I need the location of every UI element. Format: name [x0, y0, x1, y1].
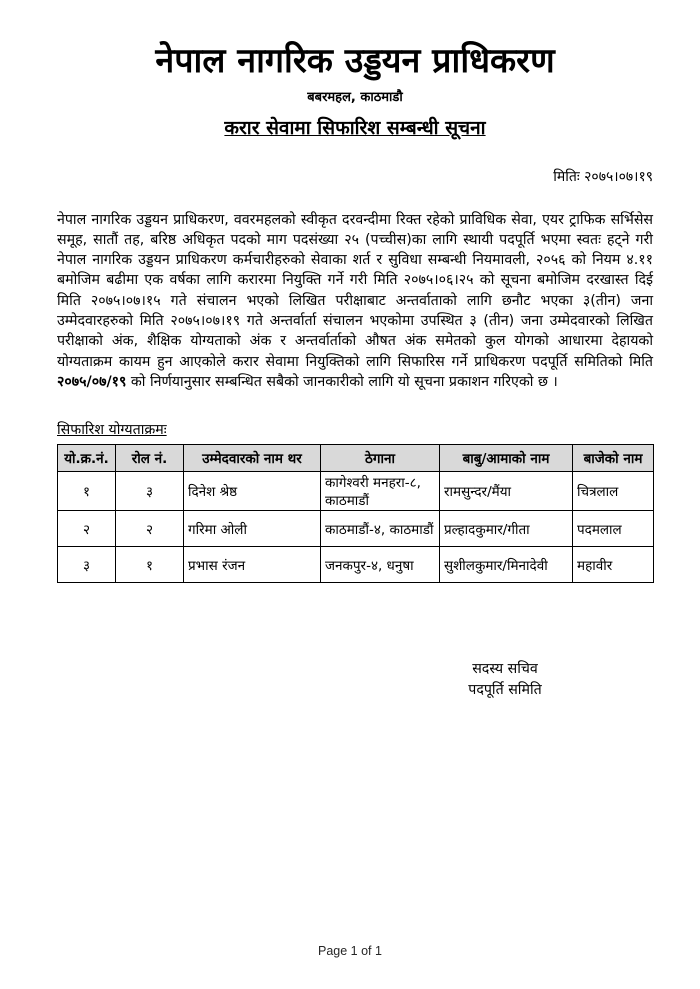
- notice-paragraph: [57, 210, 653, 393]
- cell-roll-no: २: [116, 511, 184, 547]
- recommendation-table: [57, 444, 654, 583]
- org-title: नेपाल नागरिक उड्डयन प्राधिकरण: [155, 41, 555, 81]
- cell-parents-name: प्रल्हादकुमार/गीता: [440, 511, 573, 547]
- date-line: मितिः २०७५।०७।१९: [553, 168, 653, 185]
- cell-grandfather-name: चित्रलाल: [573, 472, 654, 511]
- cell-roll-no: १: [116, 547, 184, 583]
- cell-grandfather-name: महावीर: [573, 547, 654, 583]
- cell-candidate-name: प्रभास रंजन: [184, 547, 321, 583]
- paragraph-text-start: नेपाल नागरिक उड्डयन प्राधिकरण, ववरमहलको स्वीकृत दरवन्दीमा रिक्त रहेको प्राविधिक सेवा, एयर ट्राफिक सर्भिसेस समूह, सातौं तह, बरिष्ठ अधिकृत पदको माग पदसंख्या २५ (पच्चीस)का लागि स्थायी पदपूर्ति भएमा स्वतः हट्ने गरी नेपाल नागरिक उड्डयन प्राधिकरण कर्मचारीहरुको सेवाका शर्त र सुविधा सम्बन्धी नियमावली, २०५६ को नियम ४.११ बमोजिम बढीमा एक वर्षका लागि करारमा नियुक्ति गर्ने गरी मिति २०७५।०६।२५ को सूचना बमोजिम दरखास्त दिई मिति २०७५।०७।१५ गते संचालन भएको लिखित परीक्षाबाट अन्तर्वाताको लागि छनौट भएका ३(तीन) जना उम्मेदवारहरुको मिति २०७५।०७।१९ गते अन्तर्वार्ता संचालन भएकोमा उपस्थित ३ (तीन) जना उम्मेदवारको लिखित परीक्षाको अंक, शैक्षिक योग्यताको अंक र अन्तर्वार्ताको औषत अंक समेतको कुल योगको आधारमा देहायको योग्यताक्रम कायम हुन आएकोले करार सेवामा नियुक्तिको लागि सिफारिस गर्ने प्राधिकरण पदपूर्ति समितिको मिति: [57, 211, 653, 370]
- cell-parents-name: रामसुन्दर/मैंया: [440, 472, 573, 511]
- cell-merit-no: ३: [58, 547, 116, 583]
- column-header-parents-name: बाबु/आमाको नाम: [440, 445, 573, 472]
- cell-candidate-name: गरिमा ओली: [184, 511, 321, 547]
- column-header-roll-no: रोल नं.: [116, 445, 184, 472]
- cell-candidate-name: दिनेश श्रेष्ठ: [184, 472, 321, 511]
- cell-merit-no: २: [58, 511, 116, 547]
- column-header-grandfather-name: बाजेको नाम: [573, 445, 654, 472]
- column-header-candidate-name: उम्मेदवारको नाम थर: [184, 445, 321, 472]
- cell-address: कागेश्वरी मनहरा-८, काठमाडौं: [321, 472, 440, 511]
- column-header-address: ठेगाना: [321, 445, 440, 472]
- org-address: बबरमहल, काठमाडौ: [307, 89, 403, 105]
- cell-address: जनकपुर-४, धनुषा: [321, 547, 440, 583]
- cell-roll-no: ३: [116, 472, 184, 511]
- signature-committee: पदपूर्ति समिति: [468, 682, 542, 699]
- signature-role: सदस्य सचिव: [472, 661, 538, 678]
- cell-parents-name: सुशीलकुमार/मिनादेवी: [440, 547, 573, 583]
- table-header-row: [58, 445, 654, 472]
- notice-title: करार सेवामा सिफारिश सम्बन्धी सूचना: [224, 116, 486, 139]
- paragraph-text-end: को निर्णयानुसार सम्बन्धित सबैको जानकारीको लागि यो सूचना प्रकाशन गरिएको छ ।: [126, 373, 558, 390]
- cell-merit-no: १: [58, 472, 116, 511]
- table-row: [58, 547, 654, 583]
- table-row: [58, 472, 654, 511]
- section-label: सिफारिश योग्यताक्रमः: [57, 422, 167, 439]
- document-content: [57, 0, 653, 701]
- paragraph-decision-date: २०७५/०७/१९: [57, 373, 127, 390]
- cell-address: काठमाडौं-४, काठमाडौं: [321, 511, 440, 547]
- column-header-merit-no: यो.क्र.नं.: [58, 445, 116, 472]
- table-row: [58, 511, 654, 547]
- page-footer: Page 1 of 1: [318, 944, 382, 958]
- cell-grandfather-name: पदमलाल: [573, 511, 654, 547]
- signature-block: [425, 659, 585, 701]
